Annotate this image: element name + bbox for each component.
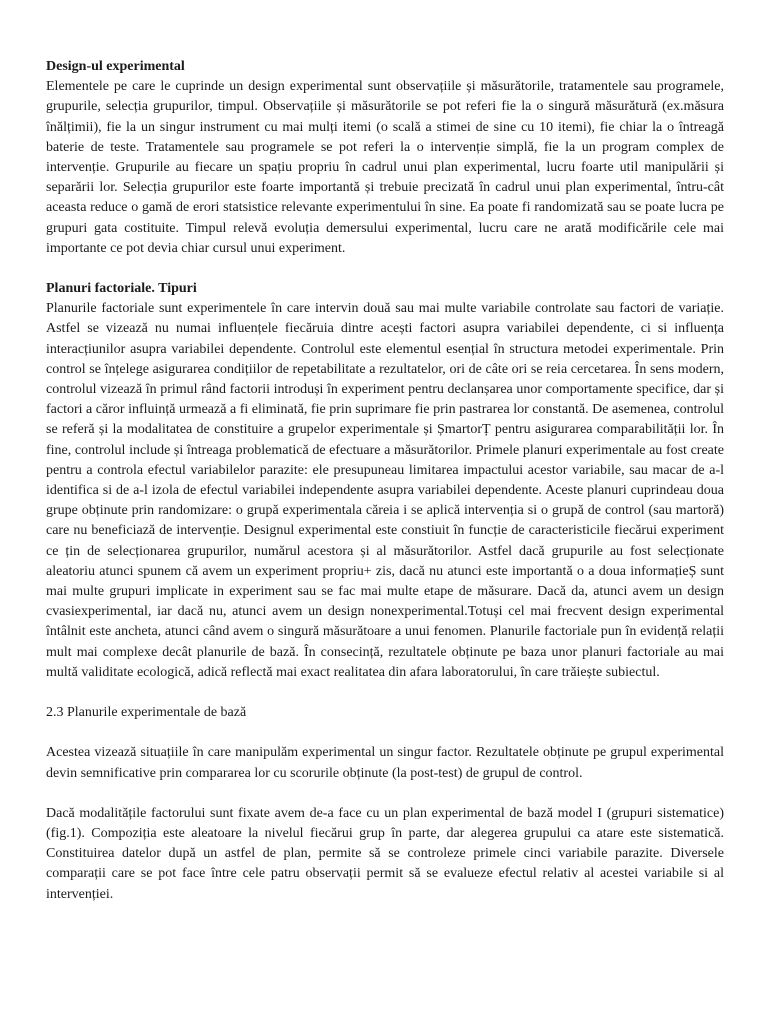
subsection-paragraph-2: Dacă modalitățile factorului sunt fixate avem de-a face cu un plan experimental de bază model I (grupuri sistematice)(fig.1). Compoziția este aleatoare la nivelul fiecărui grup în parte, dar alegerea grupului ca atare este sistematică. Constituirea datelor după un astfel de plan, permite să se controleze primele cinci variabile parazite. Diversele comparații care se pot face între cele patru observații permit să se evalueze efectul relativ al acestei variabile si al intervenției. <box>46 805 724 902</box>
subsection-title: 2.3 Planurile experimentale de bază <box>46 705 247 721</box>
document-page <box>46 57 724 905</box>
section-heading-factorial: Planuri factoriale. Tipuri <box>46 281 197 297</box>
paragraph-gap <box>46 259 724 279</box>
paragraph-gap <box>46 683 724 703</box>
subsection-paragraph-1: Acestea vizează situațiile în care manipulăm experimental un singur factor. Rezultatele obținute pe grupul experimental devin semnificative prin compararea lor cu scorurile obținute (la post-test) de grupul de control. <box>46 745 724 781</box>
paragraph-gap <box>46 784 724 804</box>
section-paragraph-factorial: Planurile factoriale sunt experimentele în care intervin două sau mai multe variabile controlate sau factori de variație. Astfel se vizează nu numai influențele fiecăruia dintre acești factori asupra variabilei dependente, ci si influența interacțiunilor asupra variabilei dependente. Controlul este elementul esențial în structura metodei experimentale. Prin control se înțelege asigurarea condițiilor de repetabilitate a rezultatelor, ori de câte ori se reia cercetarea. În sens modern, controlul vizează în primul rând factorii introduși în experiment pentru declanșarea unor comportamente specifice, dar și factori a căror influință urmează a fi eliminată, fie prin suprimare fie prin pastrarea lor constantă. De asemenea, controlul se referă și la modalitatea de constituire a grupelor experimentale și ȘmartorȚ pentru asigurarea comparabilității lor. În fine, controlul include și întreaga problematică de efectuare a măsurătorilor. Primele planuri experimentale au fost create pentru a controla efectul variabilelor parazite: ele presupuneau limitarea impactului acestor variabile, sau macar de a-l identifica si de a-l izola de efectul variabilei independente asupra variabilei dependente. Aceste planuri cuprindeau doua grupe obținute prin randomizare: o grupă experimentala căreia i se aplică intervenția si o grupă de control (sau martoră) care nu beneficiază de intervenție. Designul experimental este constiuit în funcție de caracteristicile fiecărui experiment ce țin de selecționarea grupurilor, numărul acestora și al măsurătorilor. Astfel dacă grupurile au fost selecționate aleatoriu atunci spunem că avem un experiment propriu+ zis, dacă nu atunci este importantă o a doua informațieȘ sunt mai multe grupuri implicate in experiment sau se fac mai multe etape de măsurare. Dacă da, atunci avem un design cvasiexperimental, iar dacă nu, atunci avem un design nonexperimental.Totuși cel mai frecvent design experimental întâlnit este ancheta, atunci când avem o singură măsurătoare a unui fenomen. Planurile factoriale pun în evidență relații mult mai complexe decât planurile de bază. În consecință, rezultatele obținute pe baza unor planuri factoriale au mai multă validitate ecologică, adică reflectă mai exact realitatea din afara laboratorului, în care trăiește subiectul. <box>46 301 724 680</box>
paragraph-gap <box>46 723 724 743</box>
section-heading-design: Design-ul experimental <box>46 59 185 74</box>
section-paragraph-design: Elementele pe care le cuprinde un design experimental sunt observațiile și măsurătorile, tratamentele sau programele, grupurile, selecția grupurilor, timpul. Observațiile și măsurătorile se pot referi fie la o singură măsurătură (ex.măsura înălțimii), fie la un singur instrument cu mai mulți itemi (o scală a stimei de sine cu 10 itemi), fie chiar la o întreagă baterie de teste. Tratamentele sau programele se pot referi la o intervenție simplă, fie la un program complex de intervenție. Grupurile au fiecare un spațiu propriu în cadrul unui plan experimental, lucru foarte util manipulării și separării lor. Selecția grupurilor este foarte importantă și trebuie precizată în cadrul unui plan experimental, întru-cât aceasta reduce o gamă de erori statsistice relevante experimentului în sine. Ea poate fi randomizată sau se poate lucra pe grupuri gata costituite. Timpul relevă evoluția demersului experimental, lucru care ne arată modificările cele mai importante ce pot devia chiar cursul unui experiment. <box>46 79 724 256</box>
